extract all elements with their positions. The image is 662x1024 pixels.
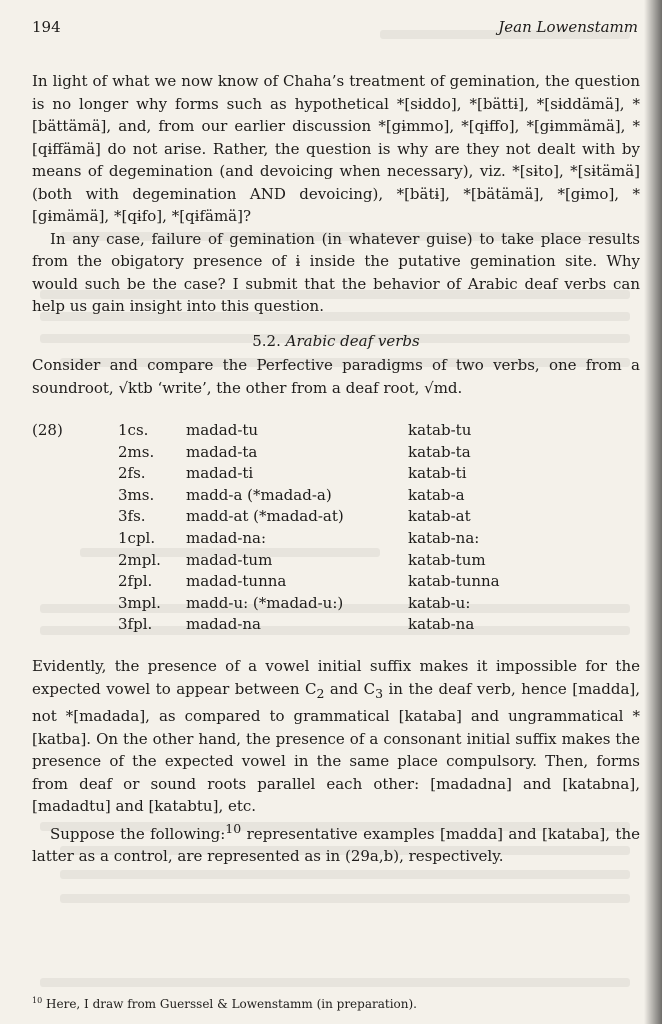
deaf-form: madd-a (*madad-a): [186, 485, 332, 504]
person-label: 2fs.: [118, 464, 146, 483]
text-span: and C: [324, 679, 376, 698]
footnote: [32, 996, 417, 1011]
deaf-form: madad-na: [186, 615, 261, 634]
body-text: [32, 70, 640, 399]
paradigm-row: [32, 463, 640, 485]
person-label: 2ms.: [118, 442, 155, 461]
sound-form: katab-ta: [408, 442, 471, 461]
paradigm-row: [32, 528, 640, 550]
sound-form: katab-tum: [408, 550, 486, 569]
deaf-form: madad-tunna: [186, 572, 287, 591]
paragraph-suppose: [32, 818, 640, 868]
paragraph-evidently: [32, 655, 640, 818]
deaf-form: madad-ti: [186, 464, 254, 483]
text-span: in the deaf verb, hence [madda], not *[madada], as compared to grammatical [kataba] and ungrammatical *[katba]. On the other hand, the presence of a consonant initial suffix makes the presence of the expected vowel in the same place compulsory. Then, forms from deaf or sound roots parallel each other: [madadna] and [katabna], [madadtu] and [katabtu], etc.: [32, 679, 641, 815]
subscript: 3: [375, 685, 384, 701]
person-label: 2mpl.: [118, 550, 161, 569]
person-label: 3mpl.: [118, 593, 161, 612]
sound-form: katab-na:: [408, 528, 480, 547]
sound-form: katab-ti: [408, 464, 467, 483]
text-span: Evidently, the presence of a vowel initial suffix makes it impossible for the expected vowel to appear between C: [32, 657, 640, 698]
deaf-form: madd-at (*madad-at): [186, 507, 344, 526]
sound-form: katab-tu: [408, 421, 472, 439]
body-text-continued: [32, 655, 640, 868]
text-span: representative examples [madda] and [kataba], the latter as a control, are represented as in (29a,b), respectively.: [32, 824, 640, 865]
subscript: 2: [316, 685, 325, 701]
example-number: (28): [32, 421, 63, 439]
sound-form: katab-na: [408, 615, 475, 634]
paradigm-row: [32, 420, 640, 442]
person-label: 1cpl.: [118, 528, 156, 547]
sound-form: katab-u:: [408, 593, 471, 612]
sound-form: katab-tunna: [408, 572, 500, 591]
paradigm-row: [32, 550, 640, 572]
paragraph-consider-paradigms: Consider and compare the Perfective paradigms of two verbs, one from a soundroot, √ktb ‘write’, the other from a deaf root, √md.: [32, 356, 640, 397]
person-label: 3fpl.: [118, 615, 153, 634]
sound-form: katab-a: [408, 485, 465, 504]
paradigm-row: [32, 571, 640, 593]
deaf-form: madad-ta: [186, 442, 258, 461]
footnote-mark: 10: [32, 996, 43, 1005]
person-label: 3fs.: [118, 507, 146, 526]
person-label: 1cs.: [118, 421, 149, 439]
deaf-form: madad-na:: [186, 528, 267, 547]
deaf-form: madad-tum: [186, 550, 273, 569]
paragraph-failure-of-gemination: In any case, failure of gemination (in whatever guise) to take place results from the obigatory presence of ɨ inside the putative gemination site. Why would such be the case? I submit that the behavior of Arabic deaf verbs can help us gain insight into this question.: [32, 229, 640, 315]
running-head: Jean Lowenstamm: [498, 18, 638, 36]
deaf-form: madad-tu: [186, 421, 259, 439]
page-edge-shadow: [644, 0, 662, 1024]
section-heading: [32, 330, 640, 353]
section-title: Arabic deaf verbs: [285, 331, 420, 350]
paradigm-row: [32, 442, 640, 464]
footnote-text: Here, I draw from Guerssel & Lowenstamm (in preparation).: [46, 997, 417, 1011]
example-28-paradigm: [32, 420, 640, 636]
footnote-reference: 10: [225, 820, 242, 836]
deaf-form: madd-u: (*madad-u:): [186, 593, 344, 612]
section-number: 5.2.: [252, 331, 281, 350]
page-header: [32, 18, 638, 40]
text-span: Suppose the following:: [50, 824, 226, 843]
person-label: 3ms.: [118, 485, 155, 504]
paradigm-row: [32, 593, 640, 615]
paradigm-row: [32, 485, 640, 507]
paragraph-gemination-question: In light of what we now know of Chaha’s treatment of gemination, the question is no longer why forms such as hypothetical *[sɨddo], *[bättɨ], *[sɨddämä], *[bättämä], and, from our earlier discussion *[gɨmmo], *[qɨffo], *[gɨmmämä], *[qɨffämä] do not arise. Rather, the question is why are they not dealt with by means of degemination (and devoicing when necessary), viz. *[sɨto], *[sɨtämä] (both with degemination AND devoicing), *[bätɨ], *[bätämä], *[gɨmo], *[gɨmämä], *[qɨfo], *[qɨfämä]?: [32, 72, 640, 225]
sound-form: katab-at: [408, 507, 471, 526]
paradigm-row: [32, 614, 640, 636]
page-number: 194: [32, 18, 61, 36]
person-label: 2fpl.: [118, 572, 153, 591]
paradigm-row: [32, 506, 640, 528]
